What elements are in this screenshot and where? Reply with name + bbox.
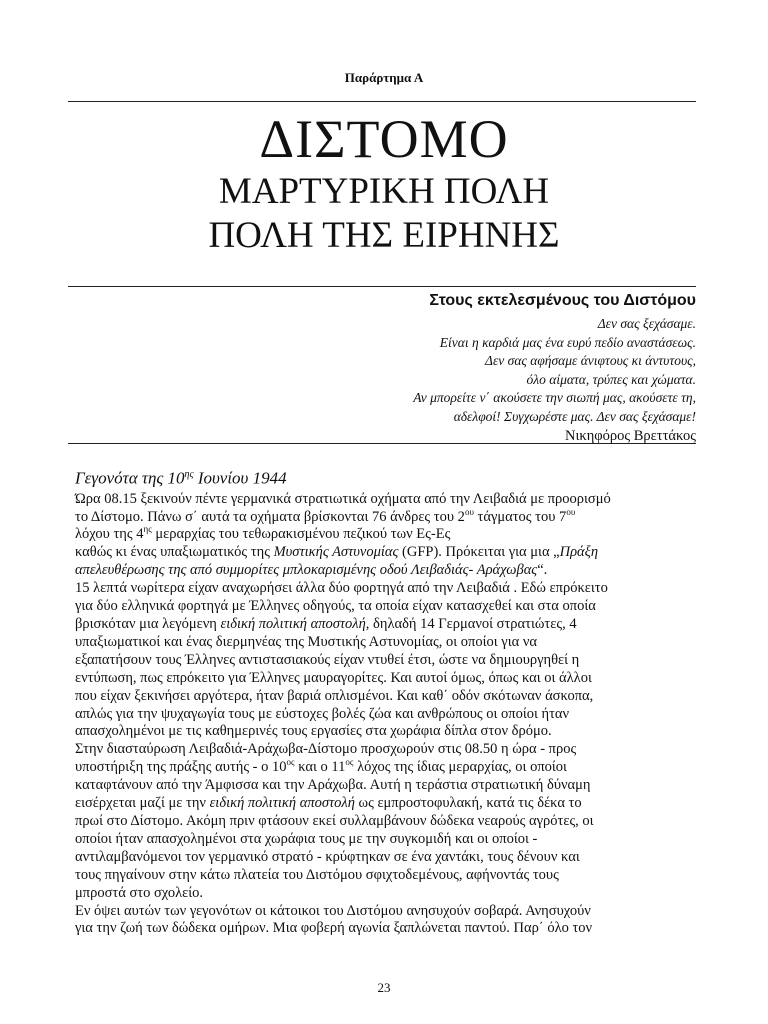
text-run: , δηλαδή 14 Γερμανοί στρατιώτες, 4 [365, 616, 577, 632]
body-text [75, 464, 700, 938]
ordinal-suffix: ης [143, 524, 152, 535]
italic-term: απελευθέρωσης της από συμμορίτες μπλοκαρισμένης οδού Λειβαδιάς- Αράχωβας [75, 562, 538, 579]
text-line: υπαξιωματικοί και ένας διερμηνέας της Μυστικής Αστυνομίας, οι οποίοι για να [75, 633, 537, 650]
appendix-header: Παράρτημα Α [344, 70, 424, 85]
text-line: πρωί στο Δίστομο. Ακόμη πριν φτάσουν εκεί συλλαμβάνουν δώδεκα νεαρούς αγρότες, οι [75, 812, 594, 829]
text-line: Ώρα 08.15 ξεκινούν πέντε γερμανικά στρατιωτικά οχήματα από την Λειβαδιά με προορισμό [75, 490, 611, 507]
text-line: απλώς για την ψυχαγωγία τους με εύστοχες βολές ζώα και ανθρώπους οι οποίοι ήταν [75, 705, 570, 722]
text-line: Στην διασταύρωση Λειβαδιά-Αράχωβα-Δίστομο προσχωρούν στις 08.50 η ώρα - προς [75, 741, 577, 758]
text-line: καταφτάνουν από την Άμφισσα και την Αράχωβα. Αυτή η τεράστια στρατιωτική δύναμη [75, 777, 591, 794]
text-line: εντύπωση, πως επρόκειτο για Έλληνες μαυραγορίτες. Και αυτοί όμως, όπως και οι άλλοι [75, 669, 592, 686]
text-run: (GFP). Πρόκειται για μια „ [398, 544, 560, 561]
text-run: καθώς κι ένας υπαξιωματικός της [75, 544, 274, 561]
text-line: για δύο ελληνικά φορτηγά με Έλληνες οδηγούς, τα οποία είχαν κατασχεθεί και στα οποία [75, 598, 596, 615]
section-heading-text: Ιουνίου 1944 [193, 468, 287, 488]
text-line: 15 λεπτά νωρίτερα είχαν αναχωρήσει άλλα δύο φορτηγά από την Λειβαδιά . Εδώ επρόκειτο [75, 580, 608, 597]
poem-line: Αν μπορείτε ν΄ ακούσετε την σιωπή μας, ακούσετε τη, [413, 390, 696, 405]
dedication-divider [68, 443, 696, 444]
poet-name: Νικηφόρος Βρεττάκος [565, 428, 696, 444]
text-run: βρισκόταν μια λεγόμενη [75, 616, 221, 632]
text-line: για την ζωή των δώδεκα ομήρων. Μια φοβερή αγωνία ξαπλώνεται παντού. Παρ΄ όλο τον [75, 920, 593, 937]
poem-line: αδελφοί! Συγχωρέστε μας. Δεν σας ξεχάσαμε! [453, 408, 696, 424]
title-divider [68, 286, 696, 287]
text-line: απασχολημένοι με τις καθημερινές τους εργασίες στα χωράφια δίπλα στον δρόμο. [75, 723, 552, 740]
poem-line: όλο αίματα, τρύπες και χώματα. [526, 371, 696, 387]
text-line [75, 795, 700, 813]
text-line [75, 544, 700, 562]
text-run: εισέρχεται μαζί με την [75, 795, 210, 812]
section-heading-text: Γεγονότα της 10 [75, 468, 185, 488]
text-line: αντιλαμβανόμενοι τον γερμανικό στρατό - κρύφτηκαν σε ένα χαντάκι, τους δένουν και [75, 848, 580, 865]
text-line [75, 526, 700, 544]
text-line: μπροστά στο σχολείο. [75, 884, 204, 901]
text-line: τους πηγαίνουν στην κάτω πλατεία του Διστόμου σφιχτοδεμένους, αφήνοντάς τους [75, 866, 559, 883]
text-line [75, 506, 700, 527]
text-run: τάγματος του 7 [473, 508, 567, 525]
text-run: λόχου της 4 [75, 526, 144, 543]
poem-line: Δεν σας ξεχάσαμε. [597, 316, 696, 331]
page-number: 23 [377, 980, 391, 995]
text-run: το Δίστομο. Πάνω σ΄ αυτά τα οχήματα βρίσκονται 76 άνδρες του 2 [75, 508, 465, 525]
italic-term: ειδική πολιτική αποστολή [209, 795, 355, 812]
title-block [0, 108, 768, 258]
text-line: οποίοι ήταν απασχολημένοι στα χωράφια τους με την συγκομιδή και οι οποίοι - [75, 830, 538, 847]
ordinal-suffix: ου [464, 506, 474, 517]
text-run: και ο 11 [294, 759, 346, 776]
text-run: ως εμπροστοφυλακή, κατά τις δέκα το [354, 795, 582, 812]
italic-term: Μυστικής Αστυνομίας [273, 544, 399, 561]
text-run: “. [537, 562, 548, 579]
text-line [75, 616, 700, 634]
ordinal-suffix: ος [286, 757, 295, 768]
ordinal-suffix: ος [345, 757, 354, 768]
text-line: που είχαν ξεκινήσει αργότερα, ήταν βαριά οπλισμένοι. Και καθ΄ οδόν σκότωναν άσκοπα, [75, 687, 594, 704]
ordinal-suffix: ου [566, 506, 576, 517]
subtitle-line-2: ΠΟΛΗ ΤΗΣ ΕΙΡΗΝΗΣ [208, 215, 560, 256]
top-divider [68, 101, 696, 102]
ordinal-suffix: ης [184, 469, 194, 480]
text-line [75, 562, 700, 580]
text-run: λόχος της ίδιας μεραρχίας, οι οποίοι [353, 759, 567, 776]
text-line: Εν όψει αυτών των γεγονότων οι κάτοικοι του Διστόμου ανησυχούν σοβαρά. Ανησυχούν [75, 902, 591, 919]
section-heading [75, 464, 700, 490]
text-run: υποστήριξη της πράξης αυτής - ο 10 [75, 759, 287, 776]
text-line: εξαπατήσουν τους Έλληνες αντιστασιακούς είχαν ντυθεί έτσι, ώστε να δημιουργηθεί η [75, 651, 580, 668]
dedication-title: Στους εκτελεσμένους του Διστόμου [429, 292, 696, 309]
italic-term: Πράξη [559, 544, 599, 561]
main-title: ΔΙΣΤΟΜΟ [259, 109, 509, 169]
text-line [75, 759, 700, 777]
italic-term: ειδική πολιτική αποστολή [220, 616, 366, 632]
dedication-block [96, 289, 696, 446]
subtitle-line-1: ΜΑΡΤΥΡΙΚΗ ΠΟΛΗ [218, 171, 550, 212]
poem-line: Δεν σας αφήσαμε άνιφτους κι άντυτους, [485, 353, 696, 368]
text-run: μεραρχίας του τεθωρακισμένου πεζικού των Ες-Ες [151, 526, 451, 543]
poem-line: Είναι η καρδιά μας ένα ευρύ πεδίο αναστάσεως. [439, 334, 696, 350]
